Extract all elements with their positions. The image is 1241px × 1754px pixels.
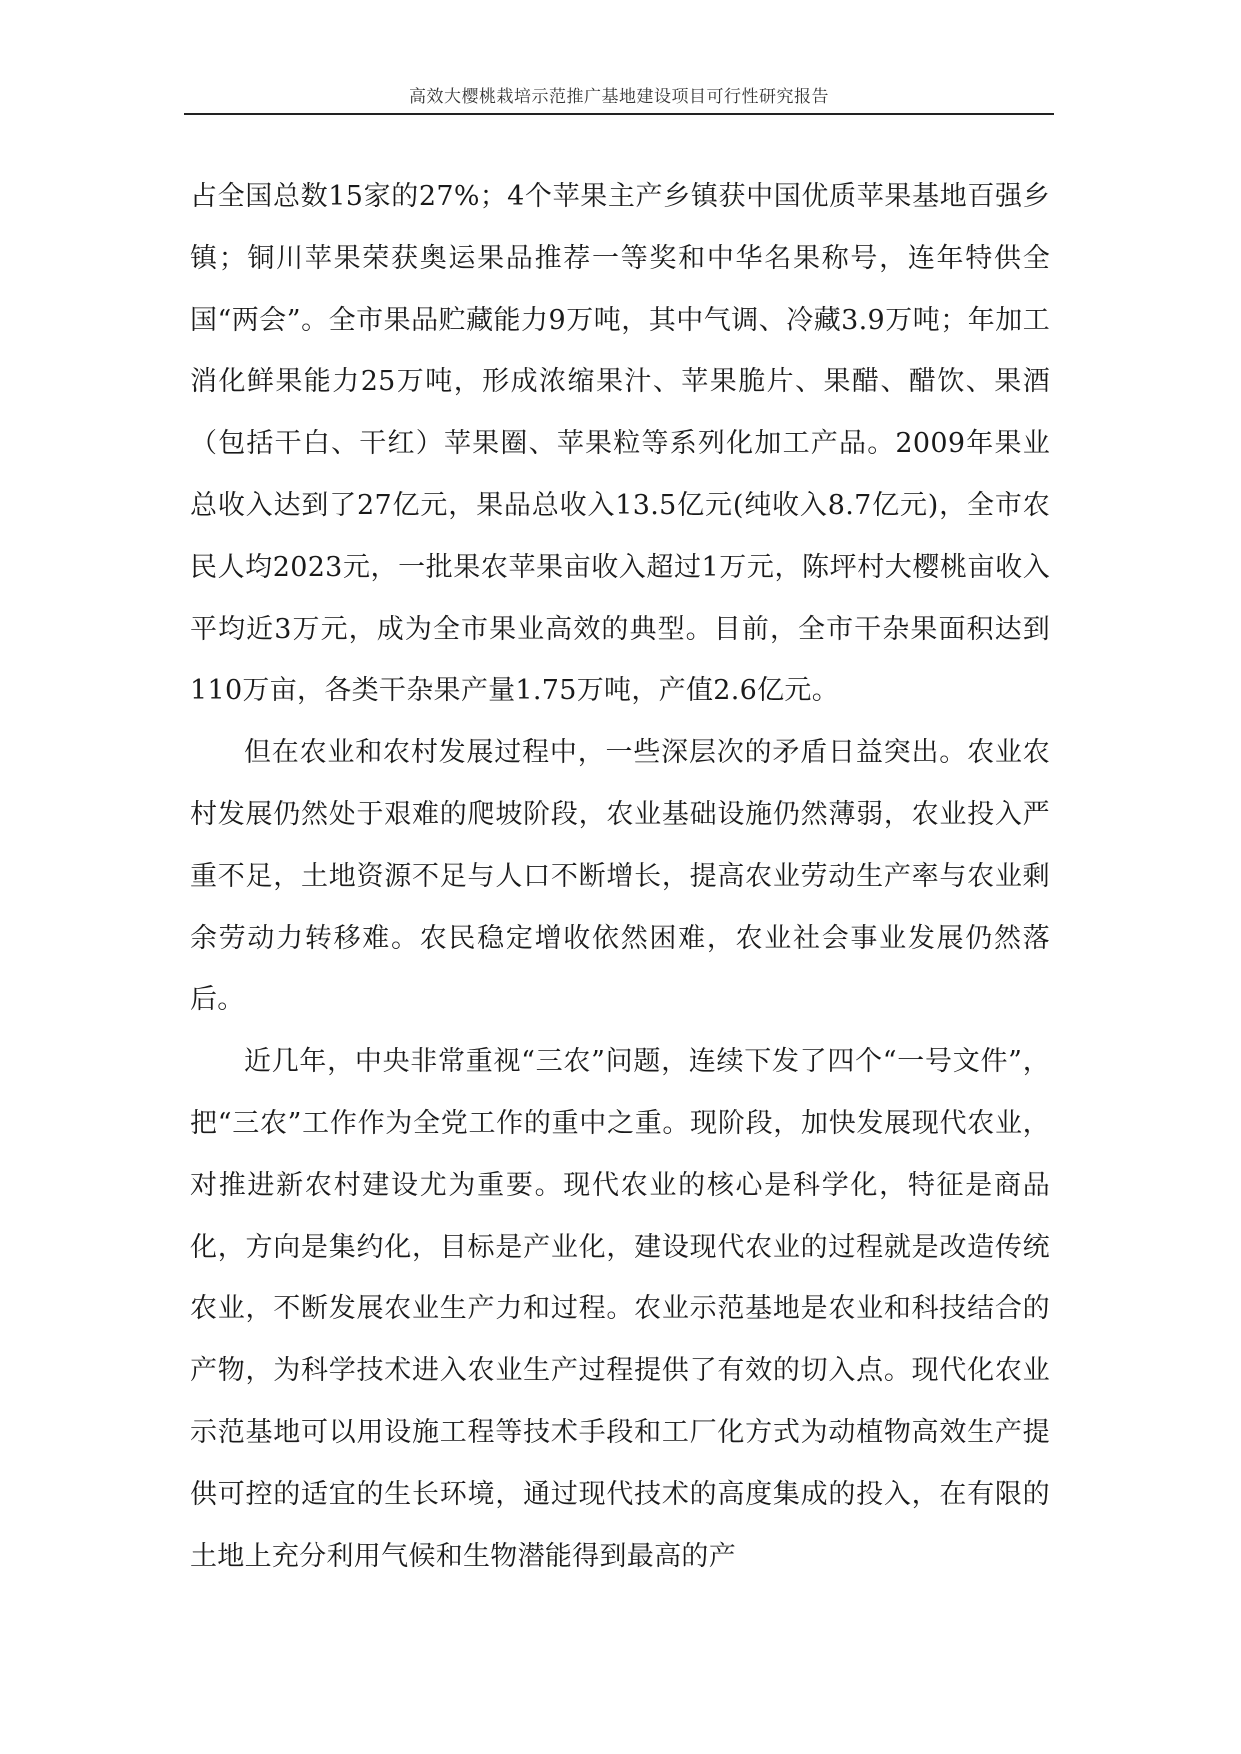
page-header-title: 高效大樱桃栽培示范推广基地建设项目可行性研究报告 <box>409 87 829 107</box>
document-body <box>190 166 1050 1587</box>
paragraph: 但在农业和农村发展过程中，一些深层次的矛盾日益突出。农业农村发展仍然处于艰难的爬坡阶段，农业基础设施仍然薄弱，农业投入严重不足，土地资源不足与人口不断增长，提高农业劳动生产率与农业剩余劳动力转移难。农民稳定增收依然困难，农业社会事业发展仍然落后。 <box>190 737 1050 1016</box>
paragraph: 近几年，中央非常重视“三农”问题，连续下发了四个“一号文件”，把“三农”工作作为全党工作的重中之重。现阶段，加快发展现代农业，对推进新农村建设尤为重要。现代农业的核心是科学化，特征是商品化，方向是集约化，目标是产业化，建设现代农业的过程就是改造传统农业，不断发展农业生产力和过程。农业示范基地是农业和科技结合的产物，为科学技术进入农业生产过程提供了有效的切入点。现代化农业示范基地可以用设施工程等技术手段和工厂化方式为动植物高效生产提供可控的适宜的生长环境，通过现代技术的高度集成的投入，在有限的土地上充分利用气候和生物潜能得到最高的产 <box>190 1046 1050 1572</box>
paragraph-continued: 占全国总数15家的27%；4个苹果主产乡镇获中国优质苹果基地百强乡镇；铜川苹果荣获奥运果品推荐一等奖和中华名果称号，连年特供全国“两会”。全市果品贮藏能力9万吨，其中气调、冷藏3.9万吨；年加工消化鲜果能力25万吨，形成浓缩果汁、苹果脆片、果醋、醋饮、果酒（包括干白、干红）苹果圈、苹果粒等系列化加工产品。2009年果业总收入达到了27亿元，果品总收入13.5亿元(纯收入8.7亿元)，全市农民人均2023元，一批果农苹果亩收入超过1万元，陈坪村大樱桃亩收入平均近3万元，成为全市果业高效的典型。目前，全市干杂果面积达到110万亩，各类干杂果产量1.75万吨，产值2.6亿元。 <box>190 181 1050 707</box>
header-divider <box>184 113 1054 115</box>
